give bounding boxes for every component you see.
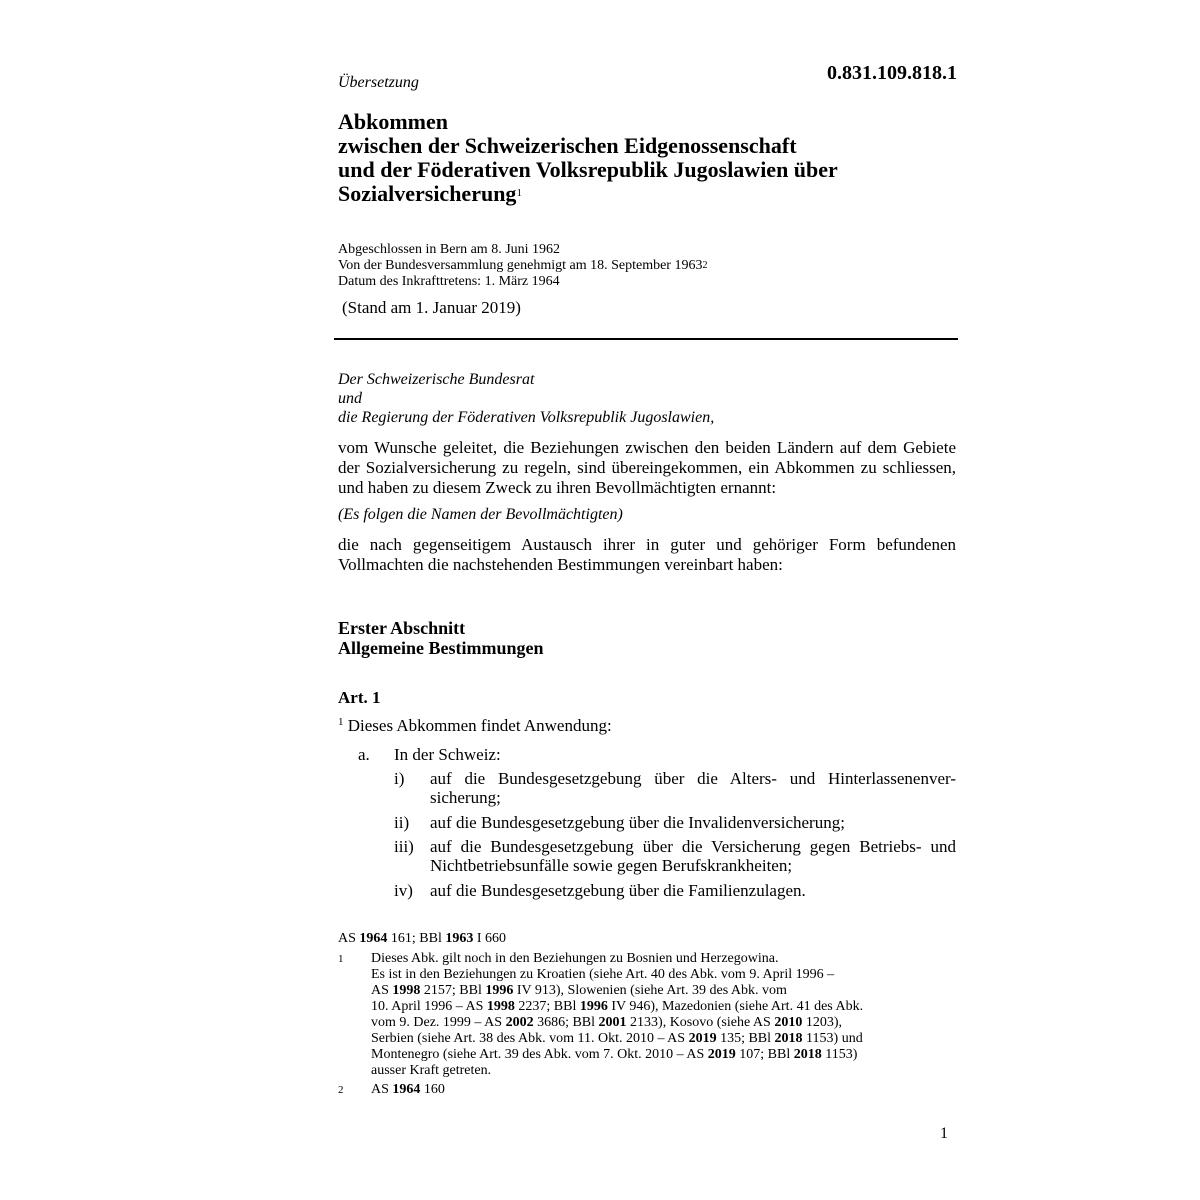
sub-item-label: iv)	[394, 881, 413, 900]
sub-item-ii	[394, 813, 956, 832]
article-intro: $^1$ Dieses Abkommen findet Anwendung:	[338, 716, 612, 735]
plenipotentiaries-note: (Es folgen die Namen der Bevollmächtigten)	[338, 506, 623, 523]
document-title	[338, 110, 958, 206]
footnote-ref-1[interactable]: 1	[516, 187, 522, 199]
section-number: Erster Abschnitt	[338, 618, 466, 638]
title-line-4: Sozialversicherung$^1$	[338, 181, 522, 206]
article-heading: Art. 1	[338, 688, 381, 707]
preamble-paragraph-2: die nach gegenseitigem Austausch ihrer in guter und gehöriger Form befundenen Vollmachten die nachstehenden Bestimmungen vereinbart haben:	[338, 535, 956, 574]
concluded-date: Abgeschlossen in Bern am 8. Juni 1962	[338, 242, 561, 257]
footnote-number: 1	[338, 953, 344, 965]
party-1: Der Schweizerische Bundesrat	[338, 371, 535, 388]
sub-item-i	[394, 769, 956, 807]
sub-item-label: iii)	[394, 837, 414, 856]
section-heading	[338, 618, 543, 658]
sub-item-iii	[394, 837, 956, 875]
title-line-1: Abkommen	[338, 109, 449, 134]
paragraph-number: 1	[338, 716, 344, 728]
official-collection-reference: AS 1964 161; BBl 1963 I 660	[338, 931, 507, 946]
status-date: (Stand am 1. Januar 2019)	[342, 298, 521, 317]
footnote-number: 2	[338, 1084, 344, 1096]
sub-item-label: i)	[394, 769, 405, 788]
in-force-date: Datum des Inkrafttretens: 1. März 1964	[338, 274, 560, 289]
sub-item-text: auf die Bundesgesetzgebung über die Alters- und Hinterlassenenver-sicherung;	[430, 769, 956, 807]
footnote-2	[338, 1082, 958, 1098]
list-item-a	[358, 745, 501, 765]
sub-item-text: auf die Bundesgesetzgebung über die Invalidenversicherung;	[430, 813, 845, 832]
approved-date: Von der Bundesversammlung genehmigt am 18. September 1963$^2$	[338, 258, 708, 273]
page-number: 1	[940, 1125, 948, 1142]
preamble-parties	[338, 370, 956, 427]
list-item-text: In der Schweiz:	[394, 745, 501, 764]
footnote-1	[338, 951, 958, 1079]
sub-item-iv	[394, 881, 956, 900]
party-and: und	[338, 390, 362, 407]
sub-item-label: ii)	[394, 813, 410, 832]
document-meta	[338, 242, 707, 290]
title-line-2: zwischen der Schweizerischen Eidgenossenschaft	[338, 133, 797, 158]
section-title: Allgemeine Bestimmungen	[338, 638, 544, 658]
preamble-paragraph-1: vom Wunsche geleitet, die Beziehungen zwischen den beiden Ländern auf dem Gebiete der Sozialversicherung zu regeln, sind übereingekommen, ein Abkommen zu schliessen, und haben zu diesem Zweck zu ihren Bevollmächtigten ernannt:	[338, 438, 956, 497]
party-2: die Regierung der Föderativen Volksrepublik Jugoslawien,	[338, 409, 715, 426]
footnote-text: Dieses Abk. gilt noch in den Beziehungen zu Bosnien und Herzegowina. Es ist in den Beziehungen zu Kroatien (siehe Art. 40 des Abk. vom 9. April 1996 – AS 1998 2157; BBl 1996 IV 913), Slowenien (siehe Art. 39 des Abk. vom 10. April 1996 – AS 1998 2237; BBl 1996 IV 946), Mazedonien (siehe Art. 41 des Abk. vom 9. Dez. 1999 – AS 2002 3686; BBl 2001 2133), Kosovo (siehe AS 2010 1203), Serbien (siehe Art. 38 des Abk. vom 11. Okt. 2010 – AS 2019 135; BBl 2018 1153) und Montenegro (siehe Art. 39 des Abk. vom 7. Okt. 2010 – AS 2019 107; BBl 2018 1153) ausser Kraft getreten.	[371, 951, 864, 1078]
footnote-text: AS 1964 160	[371, 1082, 445, 1097]
footnote-ref-2[interactable]: 2	[702, 260, 708, 271]
title-line-3: und der Föderativen Volksrepublik Jugoslawien über	[338, 157, 838, 182]
sub-item-text: auf die Bundesgesetzgebung über die Versicherung gegen Betriebs- und Nichtbetriebsunfälle sowie gegen Berufskrankheiten;	[430, 837, 956, 875]
sr-number: 0.831.109.818.1	[827, 62, 957, 84]
horizontal-rule	[334, 338, 958, 340]
sub-item-text: auf die Bundesgesetzgebung über die Familienzulagen.	[430, 881, 806, 900]
translation-label: Übersetzung	[338, 74, 419, 91]
list-item-label: a.	[358, 745, 370, 764]
